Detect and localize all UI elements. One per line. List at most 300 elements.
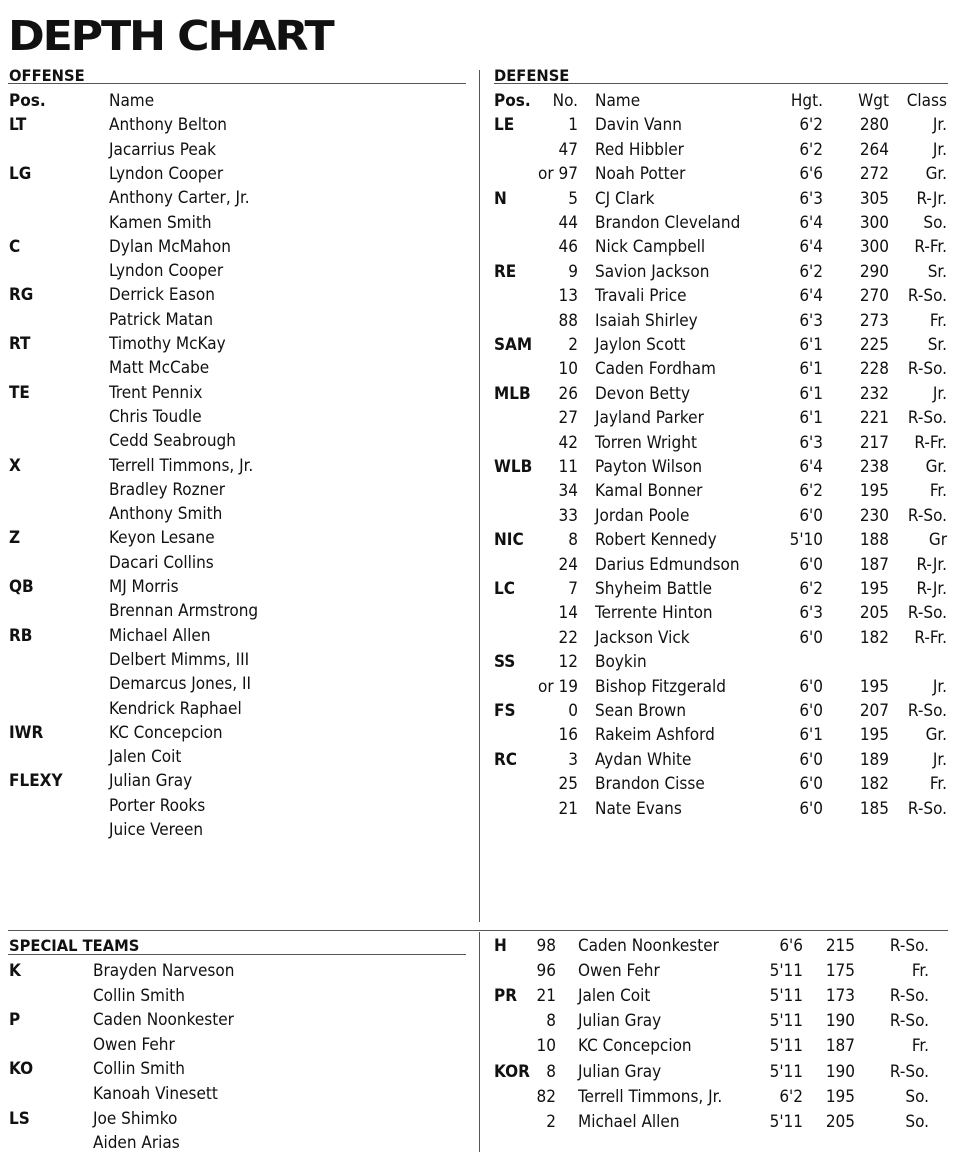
cell-no: 12 — [558, 652, 578, 673]
cell-no: 21 — [536, 986, 556, 1007]
table-row — [0, 431, 966, 455]
cell-class: R-Jr. — [916, 579, 947, 599]
cell-name: Bishop Fitzgerald — [595, 676, 726, 697]
cell-wgt: 238 — [859, 457, 889, 477]
cell-name: Robert Kennedy — [595, 530, 717, 551]
cell-name: Lyndon Cooper — [109, 261, 224, 282]
header-hgt: Hgt. — [790, 91, 823, 111]
cell-class: R-Jr. — [916, 554, 947, 575]
table-row — [0, 284, 966, 308]
cell-class: R-Fr. — [914, 627, 947, 648]
cell-name: Michael Allen — [578, 1111, 680, 1132]
header-name: Name — [595, 91, 641, 111]
cell-wgt: 187 — [859, 554, 889, 575]
table-row — [0, 235, 966, 259]
cell-name: CJ Clark — [595, 188, 655, 209]
cell-wgt: 195 — [859, 579, 889, 599]
cell-hgt: 6'3 — [799, 310, 823, 331]
cell-name: Lyndon Cooper — [109, 163, 224, 184]
table-row — [0, 113, 966, 137]
cell-pos: KO — [9, 1059, 34, 1080]
table-row — [0, 504, 966, 528]
cell-no: 10 — [536, 1036, 556, 1057]
table-row — [0, 455, 966, 479]
cell-no: 21 — [558, 798, 578, 819]
table-row — [0, 626, 966, 650]
cell-wgt: 290 — [859, 261, 889, 282]
cell-name: Julian Gray — [578, 1011, 662, 1032]
special-teams-right-table — [0, 934, 966, 1152]
cell-name: Isaiah Shirley — [595, 310, 698, 331]
cell-wgt: 264 — [859, 139, 889, 160]
cell-name: Trent Pennix — [109, 382, 203, 403]
cell-name: Delbert Mimms, III — [109, 649, 250, 670]
header-wgt: Wgt — [858, 91, 889, 111]
cell-pos: RE — [494, 261, 517, 282]
cell-name: KC Concepcion — [109, 722, 223, 743]
cell-class: Fr. — [911, 961, 929, 982]
cell-pos: FS — [494, 701, 516, 721]
cell-name: Davin Vann — [595, 115, 682, 136]
header-pos: Pos. — [9, 91, 46, 111]
cell-name: Owen Fehr — [93, 1034, 175, 1055]
table-row — [0, 577, 966, 601]
cell-wgt: 270 — [859, 286, 889, 307]
cell-name: Jackson Vick — [595, 627, 690, 648]
cell-name: Brennan Armstrong — [109, 601, 259, 622]
defense-table — [0, 89, 966, 829]
cell-name: Kamal Bonner — [595, 481, 703, 502]
cell-wgt: 190 — [825, 1061, 855, 1082]
cell-hgt: 6'2 — [779, 1086, 803, 1107]
cell-class: Fr. — [911, 1036, 929, 1057]
cell-hgt: 5'11 — [769, 1111, 803, 1132]
cell-name: Kamen Smith — [109, 212, 212, 233]
cell-hgt: 6'4 — [799, 213, 823, 233]
cell-pos: RB — [9, 625, 33, 646]
table-row — [0, 797, 966, 821]
cell-no: 14 — [558, 603, 578, 624]
cell-pos: X — [9, 455, 21, 476]
cell-no: 8 — [568, 530, 578, 551]
cell-no: 5 — [568, 188, 578, 209]
cell-wgt: 225 — [859, 335, 889, 355]
cell-class: Fr. — [929, 774, 947, 795]
cell-wgt: 189 — [859, 749, 889, 770]
cell-pos: C — [9, 236, 21, 257]
cell-name: Bradley Rozner — [109, 479, 226, 500]
cell-no: 10 — [558, 359, 578, 380]
header-pos: Pos. — [494, 91, 531, 111]
cell-hgt: 5'11 — [769, 1011, 803, 1032]
page-title: DEPTH CHART — [8, 12, 333, 60]
cell-name: Keyon Lesane — [109, 528, 215, 549]
cell-pos: LT — [9, 115, 27, 136]
cell-hgt: 6'1 — [799, 408, 823, 429]
cell-hgt: 6'0 — [799, 798, 823, 819]
cell-name: Anthony Carter, Jr. — [109, 188, 250, 209]
cell-name: Anthony Smith — [109, 504, 223, 525]
cell-name: Joe Shimko — [93, 1108, 178, 1129]
defense-label: DEFENSE — [494, 66, 570, 85]
cell-no: or 19 — [538, 676, 578, 697]
cell-no: 34 — [558, 481, 578, 502]
table-row — [0, 772, 966, 796]
cell-hgt: 6'6 — [799, 164, 823, 185]
cell-wgt: 232 — [859, 383, 889, 404]
cell-class: Jr. — [932, 383, 947, 404]
cell-class: Gr. — [925, 164, 947, 185]
cell-name: Jaylon Scott — [595, 335, 686, 355]
table-header-row — [0, 89, 966, 113]
cell-class: R-So. — [907, 286, 947, 307]
cell-wgt: 205 — [825, 1111, 855, 1132]
table-row — [0, 260, 966, 284]
cell-class: R-So. — [907, 359, 947, 380]
cell-class: R-So. — [907, 603, 947, 624]
table-row — [0, 187, 966, 211]
cell-name: Aydan White — [595, 749, 692, 770]
cell-name: Demarcus Jones, II — [109, 674, 251, 695]
cell-name: Chris Toudle — [109, 406, 202, 427]
cell-hgt: 6'4 — [799, 237, 823, 258]
cell-no: 46 — [558, 237, 578, 258]
cell-wgt: 280 — [859, 115, 889, 136]
cell-class: R-So. — [889, 986, 929, 1007]
cell-pos: P — [9, 1010, 21, 1031]
cell-wgt: 195 — [859, 725, 889, 746]
cell-pos: IWR — [9, 722, 44, 743]
cell-wgt: 272 — [859, 164, 889, 185]
cell-hgt: 6'1 — [799, 359, 823, 380]
cell-pos: RG — [9, 285, 34, 306]
cell-wgt: 230 — [859, 505, 889, 526]
cell-name: Matt McCabe — [109, 358, 210, 379]
cell-class: Gr. — [925, 725, 947, 746]
cell-name: Shyheim Battle — [595, 579, 713, 599]
cell-wgt: 273 — [859, 310, 889, 331]
cell-name: Nick Campbell — [595, 237, 706, 258]
cell-hgt: 6'0 — [799, 749, 823, 770]
cell-wgt: 173 — [825, 986, 855, 1007]
cell-class: Sr. — [927, 261, 947, 282]
cell-name: Terrente Hinton — [595, 603, 713, 624]
cell-wgt: 215 — [825, 936, 855, 956]
cell-name: Darius Edmundson — [595, 554, 740, 575]
cell-pos: KOR — [494, 1061, 530, 1082]
cell-hgt: 6'2 — [799, 115, 823, 136]
cell-hgt: 6'6 — [779, 936, 803, 956]
cell-name: Derrick Eason — [109, 285, 215, 306]
cell-no: 44 — [558, 213, 578, 233]
table-row — [0, 723, 966, 747]
table-row — [0, 528, 966, 552]
cell-no: 98 — [536, 936, 556, 956]
cell-class: So. — [905, 1111, 929, 1132]
header-class: Class — [906, 91, 947, 111]
cell-hgt: 6'2 — [799, 139, 823, 160]
cell-pos: LC — [494, 579, 515, 599]
special-teams-top-rule — [8, 930, 948, 931]
cell-wgt: 205 — [859, 603, 889, 624]
cell-class: Jr. — [932, 749, 947, 770]
cell-name: Brandon Cleveland — [595, 213, 741, 233]
cell-no: 82 — [536, 1086, 556, 1107]
cell-name: Jalen Coit — [109, 747, 182, 768]
cell-no: 24 — [558, 554, 578, 575]
cell-name: Timothy McKay — [109, 334, 226, 354]
cell-name: Patrick Matan — [109, 309, 214, 330]
cell-pos: WLB — [494, 457, 533, 477]
cell-wgt: 182 — [859, 627, 889, 648]
cell-class: R-Jr. — [916, 188, 947, 209]
cell-wgt: 175 — [825, 961, 855, 982]
cell-name: Sean Brown — [595, 701, 687, 721]
table-row — [0, 601, 966, 625]
cell-pos: LG — [9, 163, 32, 184]
cell-hgt: 6'0 — [799, 505, 823, 526]
cell-pos: LS — [9, 1108, 30, 1129]
table-row — [0, 211, 966, 235]
cell-name: Michael Allen — [109, 625, 211, 646]
cell-wgt: 300 — [859, 213, 889, 233]
cell-wgt: 221 — [859, 408, 889, 429]
cell-class: Sr. — [927, 335, 947, 355]
cell-hgt: 5'11 — [769, 1036, 803, 1057]
table-row — [0, 1110, 966, 1134]
cell-name: Payton Wilson — [595, 457, 703, 477]
cell-pos: N — [494, 188, 507, 209]
cell-wgt: 305 — [859, 188, 889, 209]
cell-no: 33 — [558, 505, 578, 526]
cell-class: Gr. — [925, 457, 947, 477]
cell-hgt: 6'0 — [799, 774, 823, 795]
table-row — [0, 333, 966, 357]
cell-no: 26 — [558, 383, 578, 404]
cell-no: 13 — [558, 286, 578, 307]
cell-pos: LE — [494, 115, 515, 136]
cell-no: 22 — [558, 627, 578, 648]
cell-hgt: 6'1 — [799, 335, 823, 355]
table-row — [0, 162, 966, 186]
special-teams-label: SPECIAL TEAMS — [9, 936, 140, 955]
cell-name: KC Concepcion — [578, 1036, 692, 1057]
cell-name: Rakeim Ashford — [595, 725, 715, 746]
cell-name: Jordan Poole — [595, 505, 690, 526]
cell-hgt: 6'1 — [799, 725, 823, 746]
cell-no: 2 — [568, 335, 578, 355]
cell-hgt: 6'0 — [799, 701, 823, 721]
cell-name: Collin Smith — [93, 1059, 185, 1080]
cell-name: Dylan McMahon — [109, 236, 231, 257]
cell-name: Julian Gray — [109, 771, 193, 792]
cell-pos: MLB — [494, 383, 531, 404]
cell-no: or 97 — [538, 164, 578, 185]
offense-label: OFFENSE — [9, 66, 85, 85]
cell-name: Kanoah Vinesett — [93, 1084, 218, 1104]
cell-no: 7 — [568, 579, 578, 599]
cell-pos: RC — [494, 749, 518, 770]
cell-name: Caden Noonkester — [93, 1010, 234, 1031]
cell-name: Porter Rooks — [109, 795, 206, 816]
cell-class: R-So. — [907, 701, 947, 721]
table-row — [0, 357, 966, 381]
cell-hgt: 6'3 — [799, 432, 823, 453]
cell-hgt: 5'11 — [769, 986, 803, 1007]
cell-wgt: 207 — [859, 701, 889, 721]
cell-name: Collin Smith — [93, 985, 185, 1006]
cell-pos: Z — [9, 528, 21, 549]
cell-class: Fr. — [929, 481, 947, 502]
header-name: Name — [109, 91, 155, 111]
cell-class: Jr. — [932, 139, 947, 160]
table-row — [0, 406, 966, 430]
cell-class: Jr. — [932, 115, 947, 136]
cell-name: Terrell Timmons, Jr. — [578, 1086, 723, 1107]
cell-class: R-Fr. — [914, 237, 947, 258]
cell-class: R-Fr. — [914, 432, 947, 453]
cell-class: R-So. — [907, 408, 947, 429]
cell-pos: PR — [494, 986, 517, 1007]
cell-name: Juice Vereen — [109, 820, 204, 840]
cell-no: 3 — [568, 749, 578, 770]
cell-name: MJ Morris — [109, 577, 179, 597]
table-row — [0, 479, 966, 503]
table-row — [0, 1060, 966, 1084]
cell-hgt: 6'2 — [799, 261, 823, 282]
cell-no: 11 — [558, 457, 578, 477]
cell-no: 9 — [568, 261, 578, 282]
header-no: No. — [552, 91, 578, 111]
cell-no: 16 — [558, 725, 578, 746]
cell-hgt: 6'2 — [799, 579, 823, 599]
cell-no: 1 — [568, 115, 578, 136]
table-row — [0, 1034, 966, 1058]
cell-class: Jr. — [932, 676, 947, 697]
cell-no: 0 — [568, 701, 578, 721]
cell-name: Torren Wright — [595, 432, 697, 453]
cell-wgt: 195 — [859, 676, 889, 697]
cell-pos: H — [494, 936, 507, 956]
table-row — [0, 984, 966, 1008]
cell-hgt: 6'0 — [799, 554, 823, 575]
cell-hgt: 5'10 — [789, 530, 823, 551]
cell-class: So. — [923, 213, 947, 233]
cell-hgt: 6'4 — [799, 457, 823, 477]
cell-no: 2 — [546, 1111, 556, 1132]
cell-name: Terrell Timmons, Jr. — [109, 455, 254, 476]
cell-name: Caden Fordham — [595, 359, 716, 380]
cell-no: 96 — [536, 961, 556, 982]
table-row — [0, 553, 966, 577]
cell-hgt: 5'11 — [769, 961, 803, 982]
cell-wgt: 188 — [859, 530, 889, 551]
table-row — [0, 309, 966, 333]
cell-no: 47 — [558, 139, 578, 160]
cell-pos: SS — [494, 652, 516, 673]
table-row — [0, 675, 966, 699]
cell-hgt: 6'0 — [799, 627, 823, 648]
cell-name: Boykin — [595, 652, 647, 673]
cell-hgt: 5'11 — [769, 1061, 803, 1082]
cell-no: 88 — [558, 310, 578, 331]
cell-name: Julian Gray — [578, 1061, 662, 1082]
cell-no: 25 — [558, 774, 578, 795]
cell-name: Anthony Belton — [109, 115, 227, 136]
cell-name: Travali Price — [595, 286, 687, 307]
cell-wgt: 217 — [859, 432, 889, 453]
cell-no: 8 — [546, 1061, 556, 1082]
cell-name: Aiden Arias — [93, 1133, 180, 1154]
cell-name: Devon Betty — [595, 383, 691, 404]
cell-no: 42 — [558, 432, 578, 453]
cell-pos: QB — [9, 577, 34, 597]
table-row — [0, 748, 966, 772]
cell-name: Kendrick Raphael — [109, 698, 242, 719]
cell-pos: K — [9, 961, 21, 981]
cell-name: Owen Fehr — [578, 961, 660, 982]
table-row — [0, 1009, 966, 1033]
cell-name: Nate Evans — [595, 798, 682, 819]
cell-hgt: 6'1 — [799, 383, 823, 404]
cell-name: Brayden Narveson — [93, 961, 235, 981]
cell-name: Caden Noonkester — [578, 936, 719, 956]
table-row — [0, 138, 966, 162]
cell-wgt: 195 — [825, 1086, 855, 1107]
cell-wgt: 195 — [859, 481, 889, 502]
cell-name: Red Hibbler — [595, 139, 684, 160]
cell-wgt: 300 — [859, 237, 889, 258]
cell-class: R-So. — [889, 1011, 929, 1032]
cell-class: R-So. — [907, 505, 947, 526]
cell-class: Fr. — [929, 310, 947, 331]
cell-name: Jayland Parker — [595, 408, 704, 429]
cell-wgt: 228 — [859, 359, 889, 380]
cell-hgt: 6'3 — [799, 603, 823, 624]
cell-wgt: 182 — [859, 774, 889, 795]
table-row — [0, 1085, 966, 1109]
cell-name: Cedd Seabrough — [109, 431, 236, 452]
cell-name: Savion Jackson — [595, 261, 710, 282]
cell-hgt: 6'2 — [799, 481, 823, 502]
cell-class: R-So. — [889, 936, 929, 956]
table-row — [0, 382, 966, 406]
table-row — [0, 934, 966, 958]
cell-no: 27 — [558, 408, 578, 429]
cell-wgt: 185 — [859, 798, 889, 819]
cell-hgt: 6'4 — [799, 286, 823, 307]
cell-class: So. — [905, 1086, 929, 1107]
cell-wgt: 187 — [825, 1036, 855, 1057]
cell-wgt: 190 — [825, 1011, 855, 1032]
cell-name: Jalen Coit — [578, 986, 651, 1007]
table-row — [0, 699, 966, 723]
cell-no: 8 — [546, 1011, 556, 1032]
cell-name: Brandon Cisse — [595, 774, 705, 795]
cell-class: Gr — [928, 530, 947, 551]
cell-pos: TE — [9, 382, 30, 403]
cell-pos: NIC — [494, 530, 524, 551]
cell-name: Noah Potter — [595, 164, 686, 185]
cell-name: Jacarrius Peak — [109, 139, 216, 160]
cell-hgt: 6'0 — [799, 676, 823, 697]
table-row — [0, 959, 966, 983]
cell-pos: FLEXY — [9, 771, 63, 792]
cell-pos: RT — [9, 334, 31, 354]
table-row — [0, 650, 966, 674]
cell-name: Dacari Collins — [109, 552, 214, 573]
cell-pos: SAM — [494, 335, 533, 355]
